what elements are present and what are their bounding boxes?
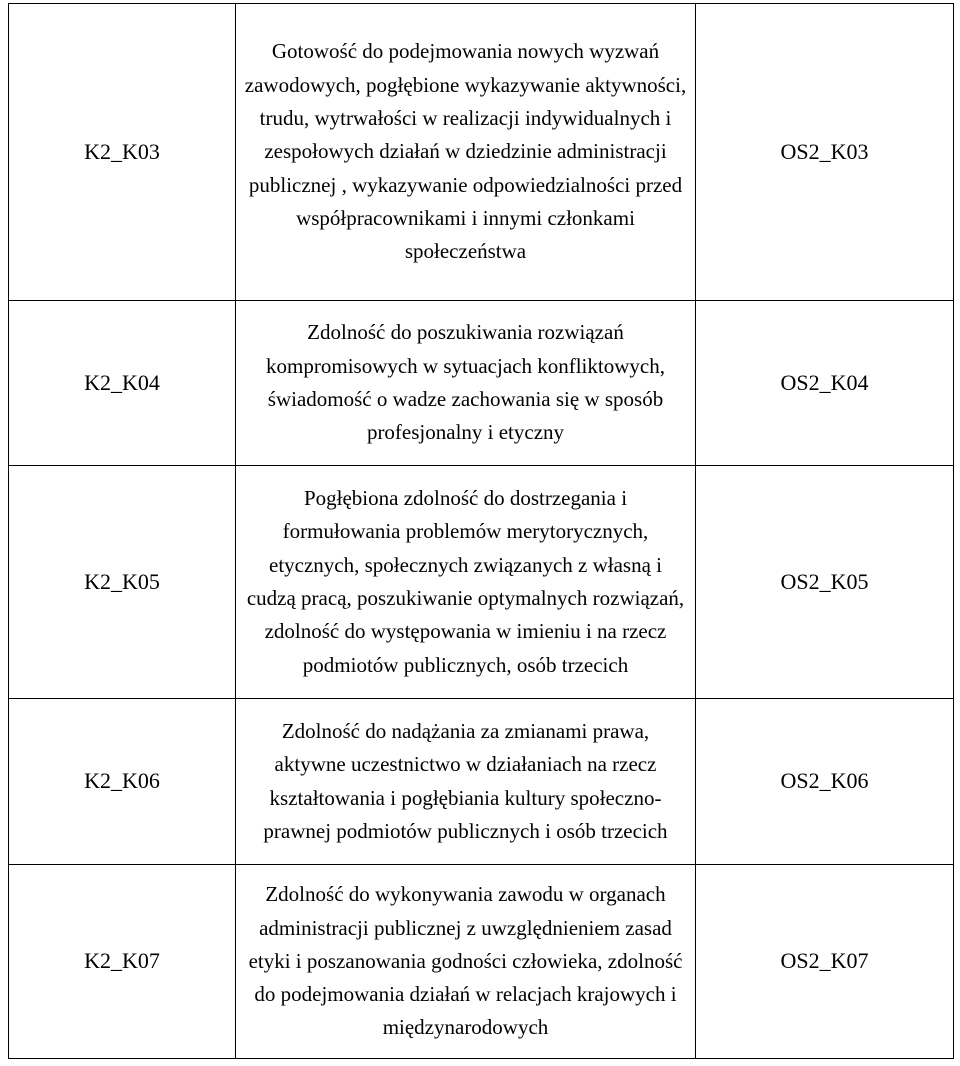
outcome-code: K2_K05 [84, 568, 160, 594]
outcome-description: Zdolność do poszukiwania rozwiązań kompromisowych w sytuacjach konfliktowych, świadomość o wadze zachowania się w sposób profesjonalny i etyczny [266, 320, 665, 445]
outcome-description: Zdolność do wykonywania zawodu w organach administracji publicznej z uwzględnieniem zasad etyki i poszanowania godności człowieka, zdolność do podejmowania działań w relacjach krajowych i międzynarodowych [248, 882, 683, 1040]
learning-outcomes-table [8, 3, 954, 1059]
outcome-description-cell [236, 865, 696, 1059]
table-row [9, 301, 954, 466]
outcome-code-cell [9, 4, 236, 301]
outcome-code: K2_K06 [84, 768, 160, 794]
outcome-reference: OS2_K06 [780, 768, 869, 794]
outcome-description: Gotowość do podejmowania nowych wyzwań zawodowych, pogłębione wykazywanie aktywności, trudu, wytrwałości w realizacji indywidualnych i zespołowych działań w dziedzinie administracji publicznej , wykazywanie odpowiedzialności przed współpracownikami i innymi członkami społeczeństwa [244, 39, 687, 264]
table-row [9, 699, 954, 865]
outcome-reference-cell [696, 4, 954, 301]
outcome-reference-cell [696, 865, 954, 1059]
outcome-description-cell [236, 699, 696, 865]
outcome-code-cell [9, 466, 236, 699]
outcome-reference: OS2_K04 [780, 369, 869, 395]
outcome-code: K2_K04 [84, 369, 160, 395]
outcome-description-cell [236, 301, 696, 466]
outcome-description: Pogłębiona zdolność do dostrzegania i formułowania problemów merytorycznych, etycznych, społecznych związanych z własną i cudzą pracą, poszukiwanie optymalnych rozwiązań, zdolność do występowania w imieniu i na rzecz podmiotów publicznych, osób trzecich [246, 486, 685, 677]
outcome-reference-cell [696, 699, 954, 865]
outcome-description: Zdolność do nadążania za zmianami prawa, aktywne uczestnictwo w działaniach na rzecz kształtowania i pogłębiania kultury społeczno- prawnej podmiotów publicznych i osób trzecich [263, 718, 668, 843]
outcome-reference: OS2_K03 [780, 138, 869, 164]
outcome-code: K2_K03 [84, 138, 160, 164]
outcome-code: K2_K07 [84, 948, 160, 974]
outcome-description-cell [236, 4, 696, 301]
outcome-reference-cell [696, 301, 954, 466]
outcome-code-cell [9, 301, 236, 466]
outcome-code-cell [9, 865, 236, 1059]
table-row [9, 4, 954, 301]
outcome-reference: OS2_K07 [780, 948, 869, 974]
table-row [9, 466, 954, 699]
outcome-code-cell [9, 699, 236, 865]
outcome-description-cell [236, 466, 696, 699]
table-row [9, 865, 954, 1059]
outcome-reference-cell [696, 466, 954, 699]
outcome-reference: OS2_K05 [780, 568, 869, 594]
